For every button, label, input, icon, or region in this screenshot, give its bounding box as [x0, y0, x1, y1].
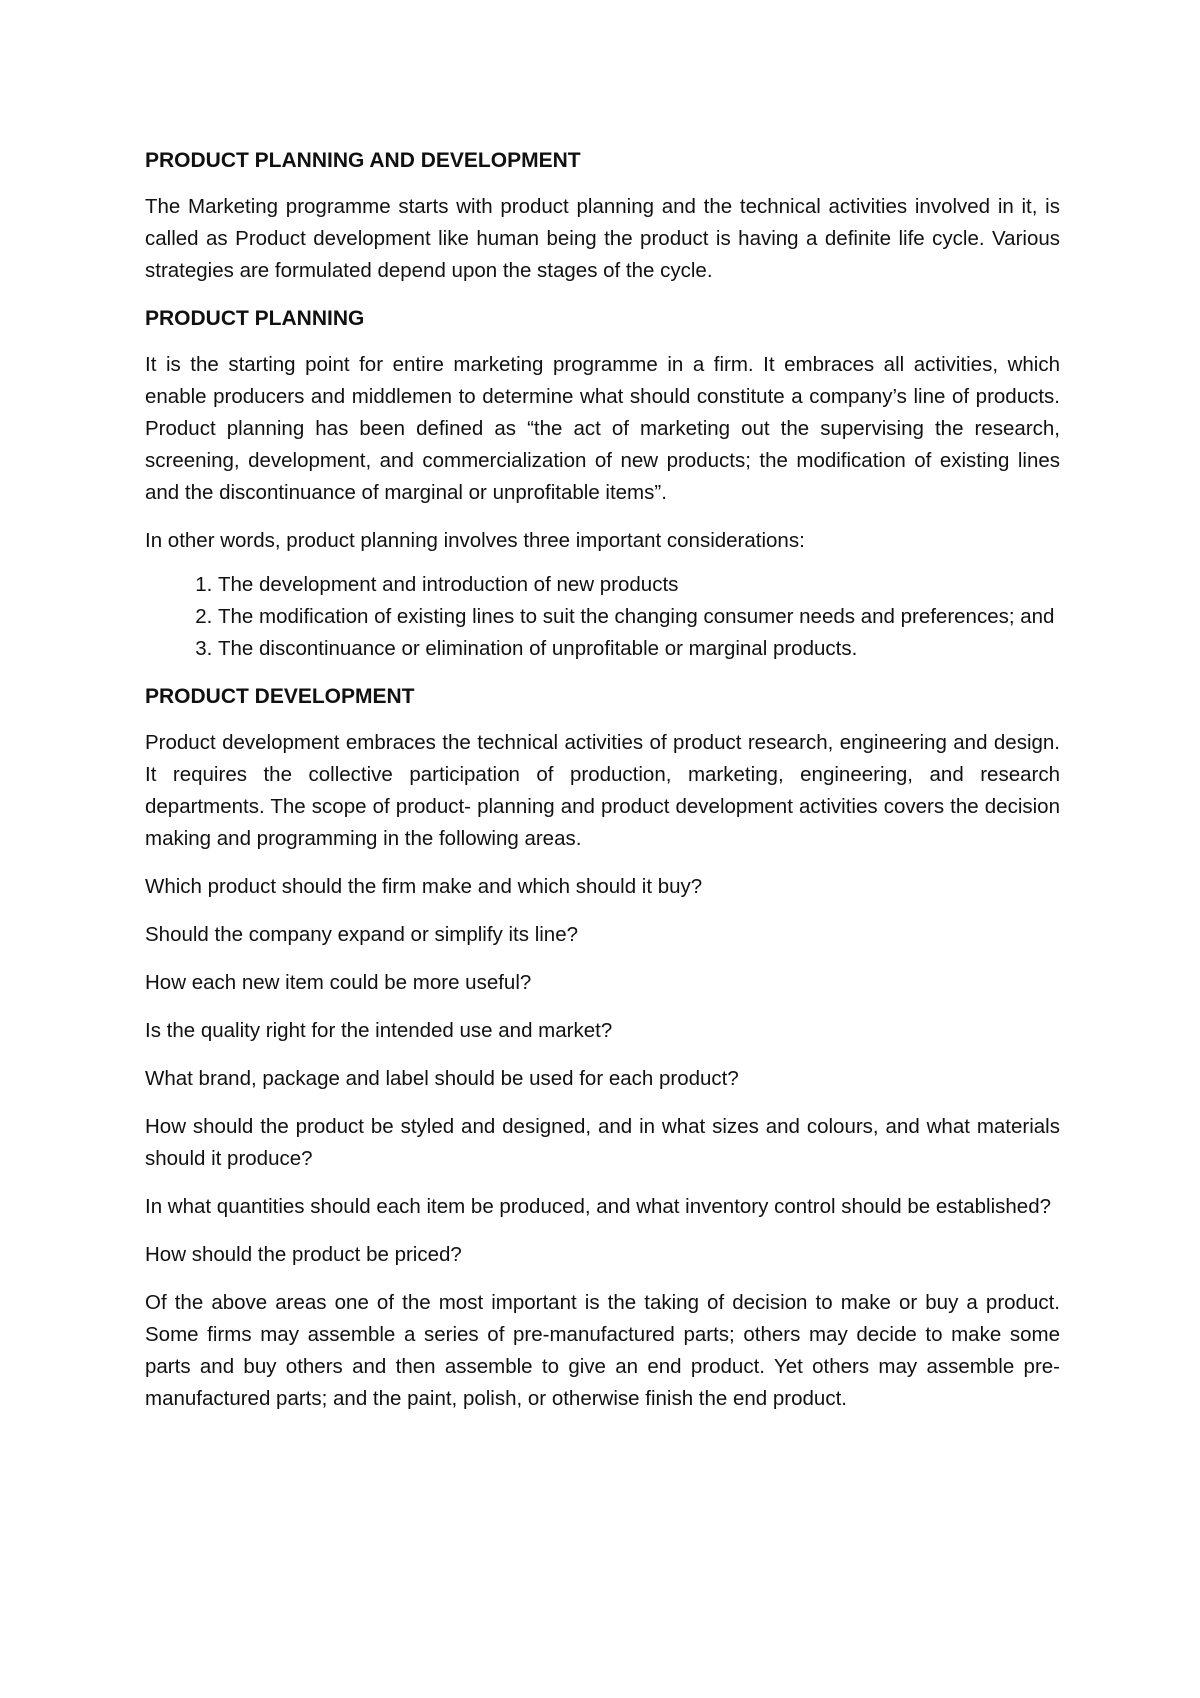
document-title: PRODUCT PLANNING AND DEVELOPMENT — [145, 149, 581, 172]
list-item: 3. The discontinuance or elimination of unprofitable or marginal products. — [218, 633, 1060, 665]
intro-paragraph: The Marketing programme starts with product planning and the technical activities involved in it, is called as Product development like human being the product is having a definite life cycle. Various strategies are formulated depend upon the stages of the cycle. — [145, 195, 1060, 282]
considerations-list — [145, 569, 1060, 665]
considerations-lead: In other words, product planning involves three important considerations: — [145, 529, 805, 552]
question-paragraph: Which product should the firm make and which should it buy? — [145, 875, 703, 898]
product-planning-paragraph: It is the starting point for entire marketing programme in a firm. It embraces all activities, which enable producers and middlemen to determine what should constitute a company’s line of products. Product planning has been defined as “the act of marketing out the supervising the research, screening, development, and commercialization of new products; the modification of existing lines and the discontinuance of marginal or unprofitable items”. — [145, 353, 1060, 504]
section-heading-product-development: PRODUCT DEVELOPMENT — [145, 685, 415, 708]
question-paragraph: What brand, package and label should be used for each product? — [145, 1067, 739, 1090]
question-paragraph: How each new item could be more useful? — [145, 971, 532, 994]
question-paragraph: How should the product be styled and designed, and in what sizes and colours, and what materials should it produce? — [145, 1115, 1060, 1170]
section-heading-product-planning: PRODUCT PLANNING — [145, 307, 365, 330]
question-paragraph: In what quantities should each item be produced, and what inventory control should be established? — [145, 1195, 1052, 1218]
list-item: 1. The development and introduction of new products — [218, 569, 1060, 601]
question-paragraph: How should the product be priced? — [145, 1243, 462, 1266]
question-paragraph: Should the company expand or simplify its line? — [145, 923, 579, 946]
list-item: 2. The modification of existing lines to suit the changing consumer needs and preferences; and — [218, 601, 1060, 633]
product-development-paragraph: Product development embraces the technical activities of product research, engineering and design. It requires the collective participation of production, marketing, engineering, and research departments. The scope of product- planning and product development activities covers the decision making and programming in the following areas. — [145, 731, 1060, 850]
question-paragraph: Is the quality right for the intended use and market? — [145, 1019, 613, 1042]
document-page — [145, 145, 1060, 1431]
conclusion-paragraph: Of the above areas one of the most important is the taking of decision to make or buy a product. Some firms may assemble a series of pre-manufactured parts; others may decide to make some parts and buy others and then assemble to give an end product. Yet others may assemble pre-manufactured parts; and the paint, polish, or otherwise finish the end product. — [145, 1291, 1060, 1410]
